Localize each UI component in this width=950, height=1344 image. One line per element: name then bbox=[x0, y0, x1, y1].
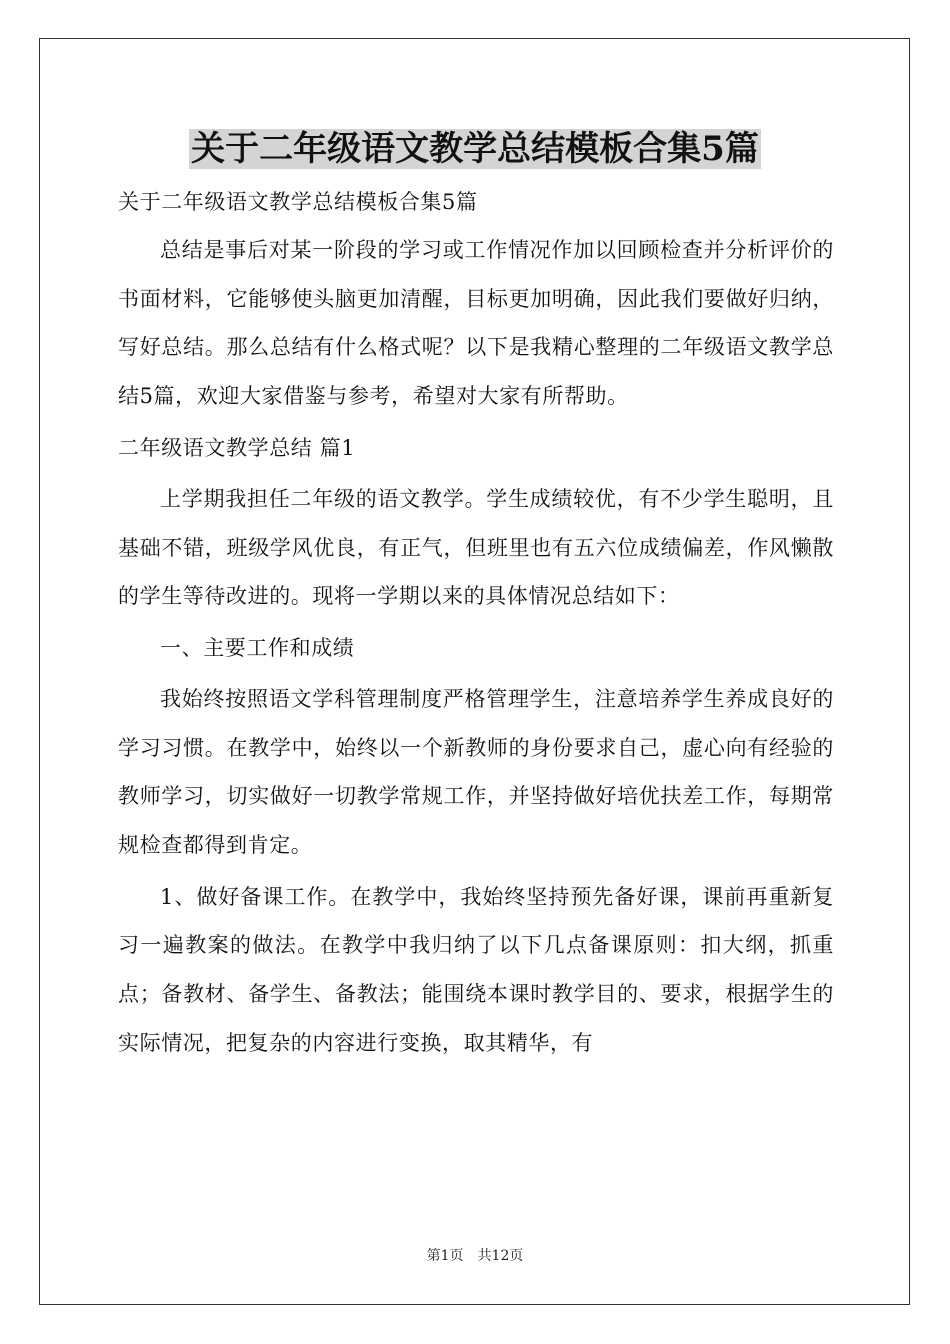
page-footer bbox=[0, 1246, 950, 1266]
document-body bbox=[118, 178, 834, 1071]
section-paragraph-2: 我始终按照语文学科管理制度严格管理学生，注意培养学生养成良好的学习习惯。在教学中，始终以一个新教师的身份要求自己，虚心向有经验的教师学习，切实做好一切教学常规工作，并坚持做好培优扶差工作，每期常规检查都得到肯定。 bbox=[118, 686, 834, 858]
document-title-text: 关于二年级语文教学总结模板合集5篇 bbox=[191, 129, 759, 169]
section-paragraph-1: 上学期我担任二年级的语文教学。学生成绩较优，有不少学生聪明，且基础不错，班级学风优良，有正气，但班里也有五六位成绩偏差，作风懒散的学生等待改进的。现将一学期以来的具体情况总结如下： bbox=[118, 486, 834, 609]
section-title: 二年级语文教学总结 篇1 bbox=[118, 435, 356, 460]
document-subtitle: 关于二年级语文教学总结模板合集5篇 bbox=[118, 190, 478, 214]
section-heading-1: 一、主要工作和成绩 bbox=[160, 635, 355, 660]
page-number-current: 第1页 bbox=[426, 1248, 464, 1264]
section-paragraph-3: 1、做好备课工作。在教学中，我始终坚持预先备好课，课前再重新复习一遍教案的做法。在教学中我归纳了以下几点备课原则：扣大纲，抓重点；备教材、备学生、备教法；能围绕本课时教学目的、要求，根据学生的实际情况，把复杂的内容进行变换，取其精华，有 bbox=[118, 884, 834, 1055]
document-title bbox=[0, 124, 950, 174]
intro-paragraph: 总结是事后对某一阶段的学习或工作情况作加以回顾检查并分析评价的书面材料，它能够使头脑更加清醒，目标更加明确，因此我们要做好归纳，写好总结。那么总结有什么格式呢？以下是我精心整理的二年级语文教学总结5篇，欢迎大家借鉴与参考，希望对大家有所帮助。 bbox=[118, 238, 834, 409]
page-number-total: 共12页 bbox=[477, 1248, 524, 1264]
